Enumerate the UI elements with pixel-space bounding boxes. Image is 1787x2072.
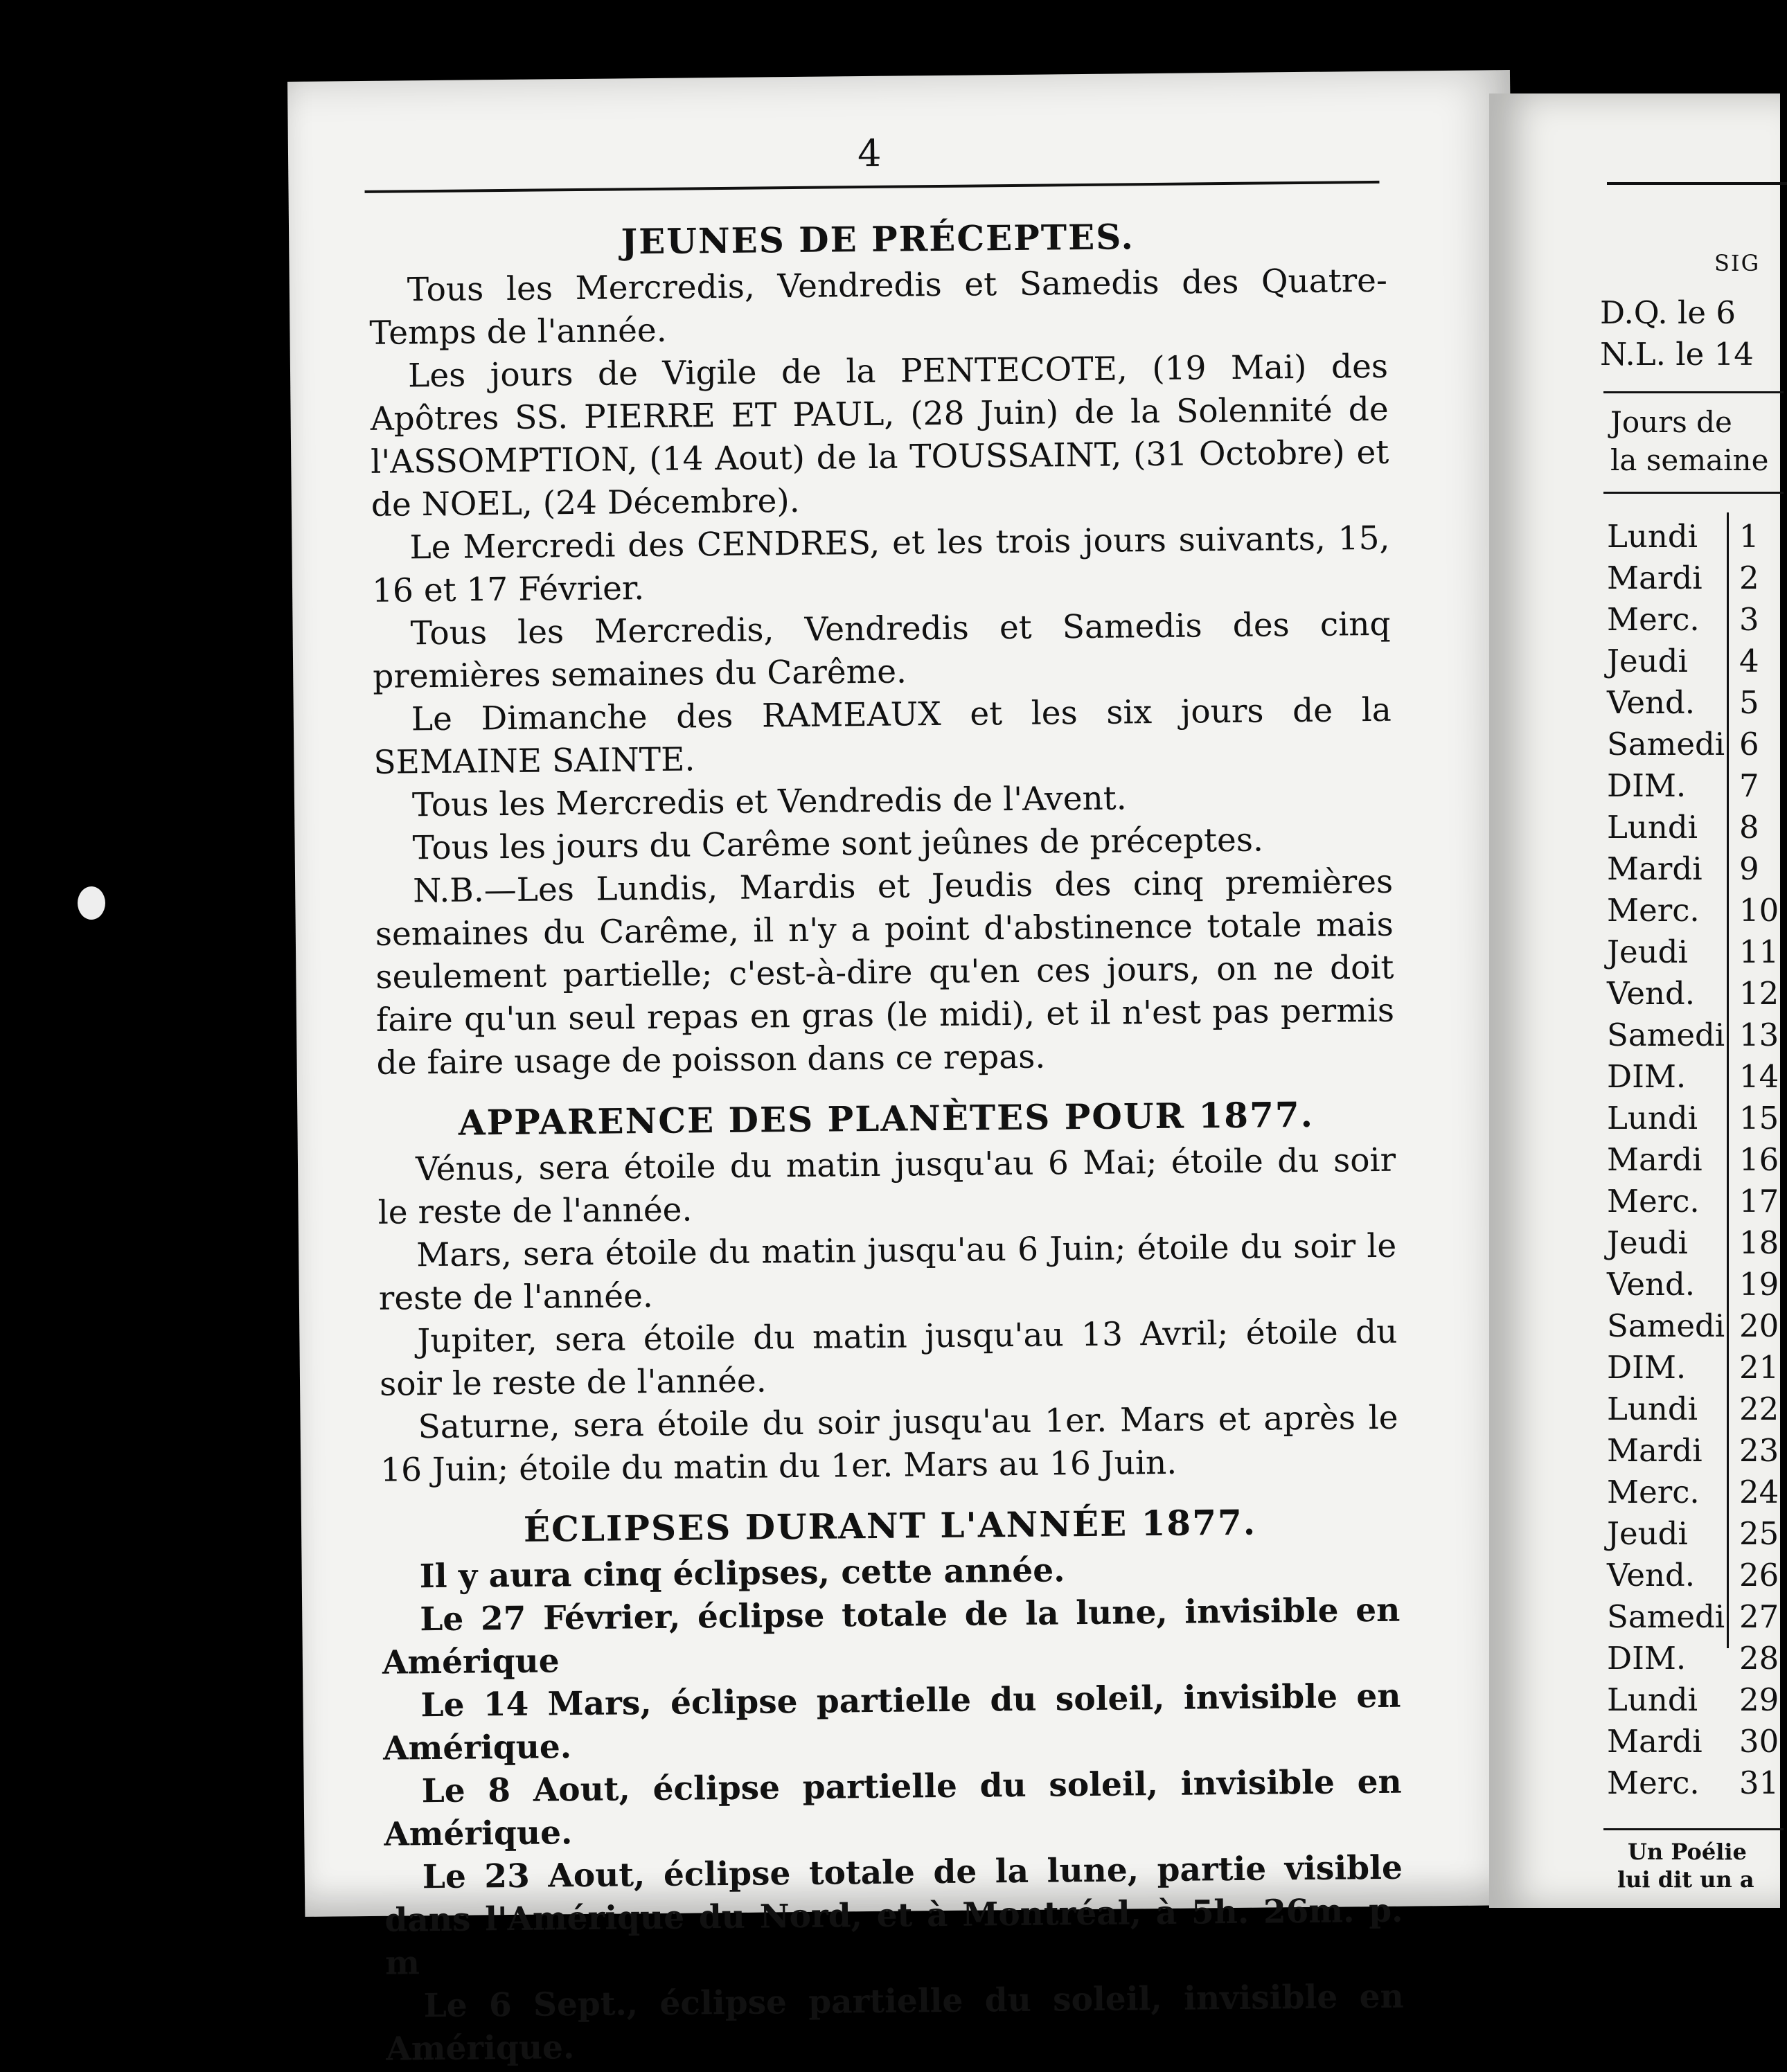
day-number: 12 — [1739, 975, 1779, 1012]
page-number: 4 — [857, 131, 882, 176]
day-row — [1607, 724, 1759, 765]
day-row — [1607, 599, 1759, 641]
day-number: 22 — [1739, 1391, 1779, 1427]
column-header: Jours de — [1610, 405, 1732, 439]
day-number: 5 — [1739, 684, 1759, 721]
footnote-line: lui dit un a — [1617, 1866, 1754, 1893]
day-row — [1607, 1472, 1779, 1513]
day-number: 6 — [1739, 726, 1759, 762]
paragraph: Les jours de Vigile de la PENTECOTE, (19 Mai) des Apôtres SS. PIERRE ET PAUL, (28 Juin) de la Solennité de l'ASSOMPTION, (14 Aout) de la TOUSSAINT, (31 Octobre) et de NOEL, (24 Décembre). — [370, 347, 1389, 524]
day-name: Mardi — [1607, 1723, 1702, 1760]
day-row — [1607, 682, 1759, 724]
day-name: Vend. — [1607, 684, 1696, 721]
day-row — [1607, 807, 1759, 848]
paragraph: Tous les Mercredis, Vendredis et Samedis des Quatre-Temps de l'année. — [369, 261, 1388, 352]
day-number: 1 — [1739, 518, 1759, 555]
footnote-line: Un Poélie — [1628, 1839, 1747, 1865]
paragraph: Le Dimanche des RAMEAUX et les six jours de la SEMAINE SAINTE. — [373, 690, 1392, 782]
signs-label: SIG — [1714, 250, 1761, 276]
day-number: 3 — [1739, 601, 1759, 638]
column-header: la semaine — [1610, 443, 1769, 477]
header-rule — [365, 181, 1380, 193]
day-row — [1607, 516, 1759, 557]
day-row — [1607, 931, 1779, 973]
paragraph-venus: Vénus, sera étoile du matin jusqu'au 6 Mai; étoile du soir le reste de l'année. — [377, 1141, 1396, 1232]
day-name: Vend. — [1607, 1557, 1696, 1593]
day-number: 28 — [1739, 1640, 1779, 1677]
day-name: Merc. — [1607, 1474, 1700, 1510]
paragraph: Tous les jours du Carême sont jeûnes de préceptes. — [412, 821, 1264, 868]
day-number: 10 — [1739, 892, 1779, 929]
day-name: Vend. — [1607, 1266, 1696, 1303]
day-number: 18 — [1739, 1224, 1779, 1261]
day-number: 4 — [1739, 643, 1759, 679]
paragraph: Le 27 Février, éclipse totale de la lune, invisible en Amérique — [382, 1591, 1401, 1682]
day-row — [1607, 1555, 1779, 1596]
day-number: 19 — [1739, 1266, 1779, 1303]
day-name: Merc. — [1607, 1183, 1700, 1220]
day-number: 29 — [1739, 1681, 1779, 1718]
day-number: 9 — [1739, 850, 1759, 887]
day-number: 7 — [1739, 767, 1759, 804]
day-number: 24 — [1739, 1474, 1779, 1510]
paragraph: Le 8 Aout, éclipse partielle du soleil, invisible en Amérique. — [384, 1762, 1402, 1854]
day-row — [1607, 1388, 1779, 1430]
day-number: 30 — [1739, 1723, 1779, 1760]
day-number: 25 — [1739, 1515, 1779, 1552]
day-row — [1607, 1139, 1779, 1181]
paper-speck — [78, 886, 105, 920]
day-name: Lundi — [1607, 1391, 1698, 1427]
day-name: Jeudi — [1607, 934, 1688, 970]
day-name: Jeudi — [1607, 1515, 1688, 1552]
divider — [1603, 1828, 1784, 1830]
moon-phase: N.L. le 14 — [1600, 336, 1754, 373]
day-row — [1607, 1264, 1779, 1305]
day-name: Mardi — [1607, 850, 1702, 887]
day-row — [1607, 1679, 1779, 1721]
day-name: DIM. — [1607, 1058, 1687, 1095]
day-name: Vend. — [1607, 975, 1696, 1012]
day-name: DIM. — [1607, 767, 1687, 804]
day-number: 23 — [1739, 1432, 1779, 1469]
day-number: 11 — [1739, 934, 1779, 970]
day-number: 21 — [1739, 1349, 1779, 1386]
day-row — [1607, 1513, 1779, 1555]
day-name: Samedi — [1607, 726, 1725, 762]
day-row — [1607, 1596, 1779, 1638]
day-name: Lundi — [1607, 1681, 1698, 1718]
day-row — [1607, 890, 1779, 931]
day-name: Samedi — [1607, 1307, 1725, 1344]
paragraph-mars: Mars, sera étoile du matin jusqu'au 6 Juin; étoile du soir le reste de l'année. — [378, 1226, 1397, 1318]
moon-phase: D.Q. le 6 — [1600, 294, 1736, 331]
paragraph: Le Mercredi des CENDRES, et les trois jours suivants, 15, 16 et 17 Février. — [371, 519, 1390, 610]
day-name: Mardi — [1607, 560, 1702, 596]
day-row — [1607, 1347, 1779, 1388]
paragraph: Tous les Mercredis et Vendredis de l'Avent. — [411, 779, 1127, 825]
day-row — [1607, 1098, 1779, 1139]
day-row — [1607, 973, 1779, 1015]
day-name: Lundi — [1607, 518, 1698, 555]
paragraph: Tous les Mercredis, Vendredis et Samedis des cinq premières semaines du Carême. — [372, 605, 1391, 696]
day-number: 2 — [1739, 560, 1759, 596]
divider — [1603, 391, 1784, 393]
day-row — [1607, 1430, 1779, 1472]
paragraph: Il y aura cinq éclipses, cette année. — [419, 1551, 1065, 1596]
day-name: Mardi — [1607, 1432, 1702, 1469]
day-row — [1607, 848, 1759, 890]
day-name: DIM. — [1607, 1349, 1687, 1386]
paragraph-jupiter: Jupiter, sera étoile du matin jusqu'au 13 Avril; étoile du soir le reste de l'année. — [379, 1312, 1398, 1404]
day-number: 20 — [1739, 1307, 1779, 1344]
divider — [1603, 492, 1784, 494]
day-name: Jeudi — [1607, 643, 1688, 679]
day-row — [1607, 765, 1759, 807]
day-row — [1607, 1181, 1779, 1222]
day-name: Samedi — [1607, 1598, 1725, 1635]
day-row — [1607, 1721, 1779, 1762]
day-name: Lundi — [1607, 809, 1698, 846]
day-name: Jeudi — [1607, 1224, 1688, 1261]
day-number: 13 — [1739, 1017, 1779, 1053]
day-name: Samedi — [1607, 1017, 1725, 1053]
paragraph-saturne: Saturne, sera étoile du soir jusqu'au 1er. Mars et après le 16 Juin; étoile du matin du 1er. Mars au 16 Juin. — [380, 1398, 1398, 1490]
day-number: 26 — [1739, 1557, 1779, 1593]
day-row — [1607, 1305, 1779, 1347]
day-number: 27 — [1739, 1598, 1779, 1635]
paragraph: Le 6 Sept., éclipse partielle du soleil, invisible en Amérique. — [386, 1977, 1404, 2069]
day-row — [1607, 1222, 1779, 1264]
right-page — [1489, 93, 1780, 1908]
day-number: 17 — [1739, 1183, 1779, 1220]
day-row — [1607, 1638, 1779, 1679]
section-heading-jeunes: JEUNES DE PRÉCEPTES. — [621, 216, 1135, 262]
section-heading-planetes: APPARENCE DES PLANÈTES POUR 1877. — [458, 1093, 1315, 1143]
header-rule — [1607, 182, 1787, 185]
day-name: Lundi — [1607, 1100, 1698, 1136]
day-row — [1607, 1056, 1779, 1098]
left-page — [287, 70, 1527, 2069]
day-name: Merc. — [1607, 601, 1700, 638]
day-number: 31 — [1739, 1765, 1779, 1801]
day-row — [1607, 641, 1759, 682]
paragraph: Le 23 Aout, éclipse totale de la lune, partie visible dans l'Amérique du Nord, et à Montréal, à 5h. 26m. p. m — [384, 1848, 1403, 1983]
paragraph-nb: N.B.—Les Lundis, Mardis et Jeudis des cinq premières semaines du Carême, il n'y a point d'abstinence totale mais seulement partielle; c'est-à-dire qu'en ces jours, on ne doit faire qu'un seul repas en gras (le midi), et il n'est pas permis de faire usage de poisson dans ce repas. — [375, 862, 1395, 1082]
day-list — [1607, 516, 1779, 1804]
page-content — [368, 210, 1405, 2071]
day-name: DIM. — [1607, 1640, 1687, 1677]
day-name: Merc. — [1607, 1765, 1700, 1801]
day-row — [1607, 1015, 1779, 1056]
day-row — [1607, 557, 1759, 599]
day-number: 14 — [1739, 1058, 1779, 1095]
section-heading-eclipses: ÉCLIPSES DURANT L'ANNÉE 1877. — [523, 1501, 1257, 1550]
column-divider — [1727, 512, 1729, 1648]
day-number: 8 — [1739, 809, 1759, 846]
day-row — [1607, 1762, 1779, 1804]
day-name: Merc. — [1607, 892, 1700, 929]
paragraph: Le 14 Mars, éclipse partielle du soleil, invisible en Amérique. — [382, 1677, 1401, 1768]
day-name: Mardi — [1607, 1141, 1702, 1178]
day-number: 16 — [1739, 1141, 1779, 1178]
day-number: 15 — [1739, 1100, 1779, 1136]
